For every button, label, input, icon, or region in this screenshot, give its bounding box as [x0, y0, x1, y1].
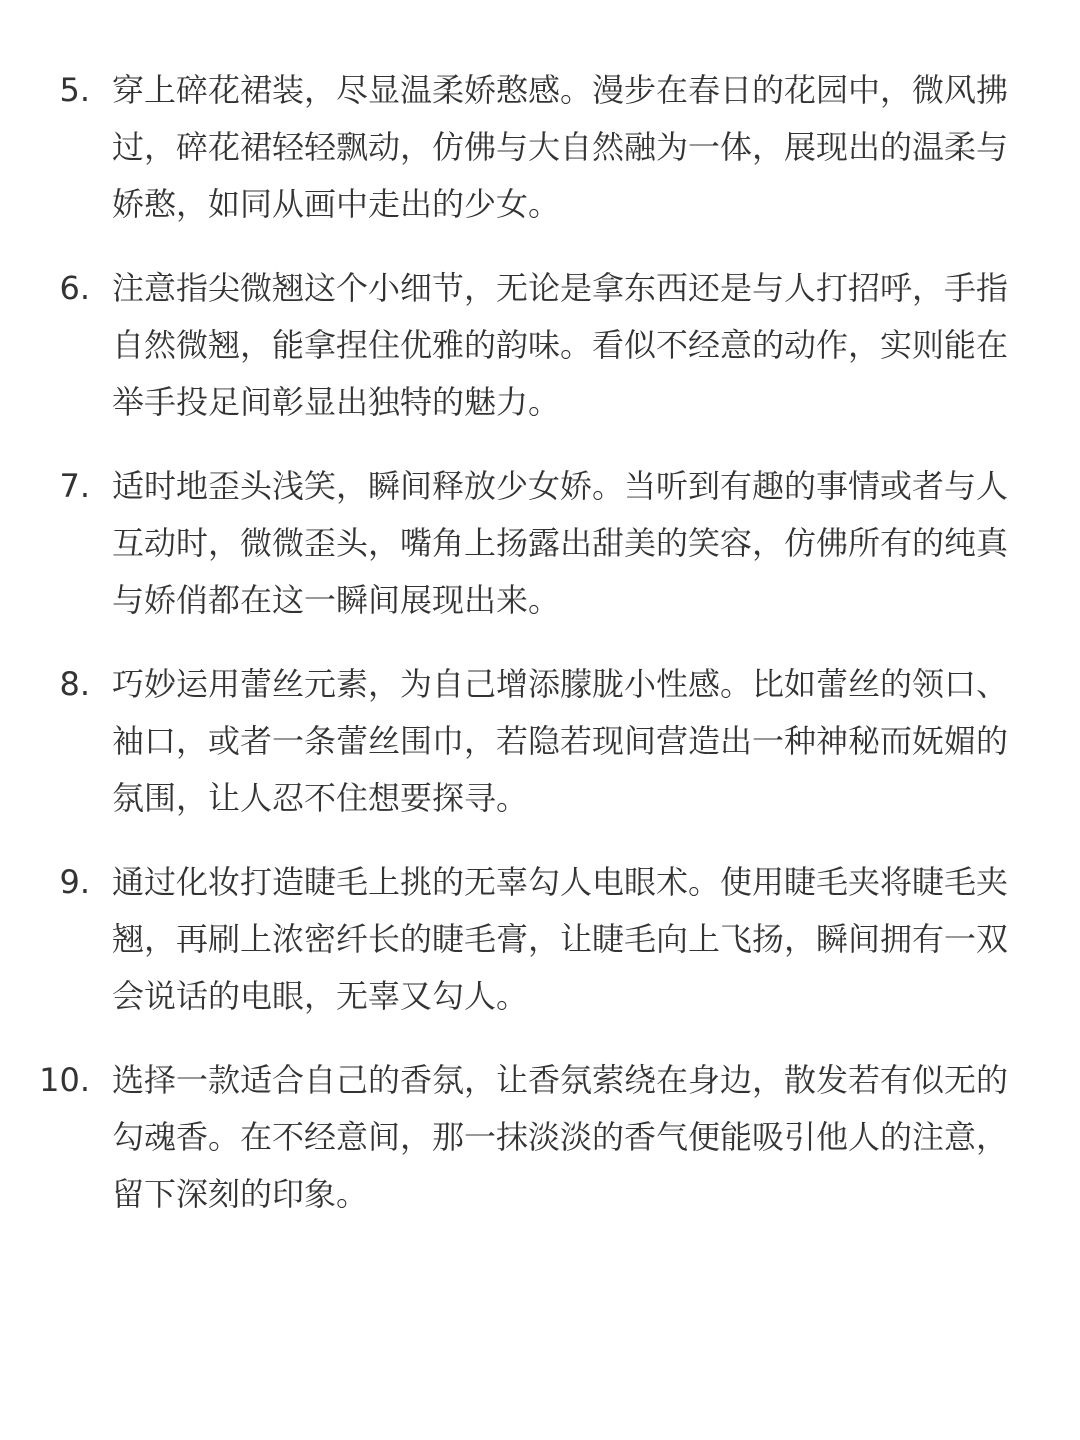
list-item — [0, 854, 1080, 1025]
item-text: 选择一款适合自己的香氛，让香氛萦绕在身边，散发若有似无的勾魂香。在不经意间，那一抹淡淡的香气便能吸引他人的注意，留下深刻的印象。 — [112, 1061, 1009, 1213]
list-item — [0, 260, 1080, 431]
numbered-list — [0, 62, 1080, 1250]
list-item — [0, 458, 1080, 629]
item-text: 巧妙运用蕾丝元素，为自己增添朦胧小性感。比如蕾丝的领口、袖口，或者一条蕾丝围巾，若隐若现间营造出一种神秘而妩媚的氛围，让人忍不住想要探寻。 — [112, 665, 1009, 817]
item-text: 穿上碎花裙装，尽显温柔娇憨感。漫步在春日的花园中，微风拂过，碎花裙轻轻飘动，仿佛与大自然融为一体，展现出的温柔与娇憨，如同从画中走出的少女。 — [112, 71, 1009, 223]
item-number: 5. — [59, 71, 90, 109]
item-text: 通过化妆打造睫毛上挑的无辜勾人电眼术。使用睫毛夹将睫毛夹翘，再刷上浓密纤长的睫毛膏，让睫毛向上飞扬，瞬间拥有一双会说话的电眼，无辜又勾人。 — [112, 863, 1009, 1015]
list-item — [0, 1052, 1080, 1223]
item-text: 适时地歪头浅笑，瞬间释放少女娇。当听到有趣的事情或者与人互动时，微微歪头，嘴角上扬露出甜美的笑容，仿佛所有的纯真与娇俏都在这一瞬间展现出来。 — [112, 467, 1009, 619]
item-number: 6. — [59, 269, 90, 307]
list-item — [0, 656, 1080, 827]
list-item — [0, 62, 1080, 233]
item-number: 9. — [59, 863, 90, 901]
item-number: 7. — [59, 467, 90, 505]
item-number: 8. — [59, 665, 90, 703]
item-text: 注意指尖微翘这个小细节，无论是拿东西还是与人打招呼，手指自然微翘，能拿捏住优雅的韵味。看似不经意的动作，实则能在举手投足间彰显出独特的魅力。 — [112, 269, 1009, 421]
item-number: 10. — [39, 1061, 90, 1099]
